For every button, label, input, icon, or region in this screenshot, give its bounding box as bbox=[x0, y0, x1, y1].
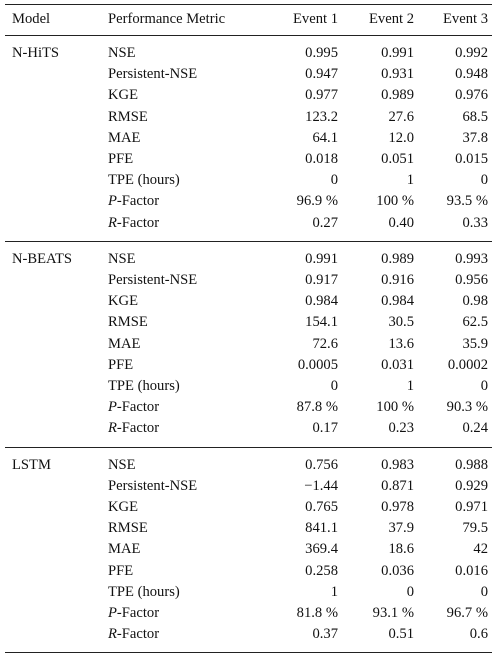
metric-name-cell: PFE bbox=[108, 151, 134, 168]
event-1-value: 0.947 bbox=[305, 66, 338, 83]
model-name-cell bbox=[5, 418, 108, 447]
event-1-value: 0.018 bbox=[305, 151, 338, 168]
metric-name-cell: TPE (hours) bbox=[108, 378, 180, 395]
table-row bbox=[5, 476, 492, 497]
metric-name-cell bbox=[108, 624, 252, 653]
model-name-cell bbox=[5, 355, 108, 376]
table-row bbox=[5, 312, 492, 333]
event-2-value: 0.989 bbox=[381, 250, 414, 267]
metric-name-cell: MAE bbox=[108, 335, 141, 352]
event-1-value: 841.1 bbox=[305, 520, 338, 537]
metric-name-cell: NSE bbox=[108, 250, 136, 267]
table-row bbox=[5, 603, 492, 624]
event-3-value: 0 bbox=[480, 583, 488, 600]
model-name-cell bbox=[5, 376, 108, 397]
event-3-value: 35.9 bbox=[462, 335, 488, 352]
event-2-value: 0.23 bbox=[388, 420, 414, 437]
model-group-n-beats bbox=[5, 241, 492, 447]
event-2-value: 0.983 bbox=[381, 456, 414, 473]
event-3-value: 62.5 bbox=[462, 314, 488, 331]
event-1-value: 1 bbox=[330, 583, 338, 600]
header-model: Model bbox=[12, 11, 51, 28]
event-1-value: 154.1 bbox=[305, 314, 338, 331]
event-1-value: 96.9 % bbox=[296, 193, 338, 210]
event-2-value: 18.6 bbox=[388, 541, 414, 558]
event-2-value: 0.989 bbox=[381, 87, 414, 104]
event-1-value: 0.917 bbox=[305, 272, 338, 289]
event-1-value: 0.17 bbox=[312, 420, 338, 437]
table-row bbox=[5, 539, 492, 560]
event-3-value: 0.98 bbox=[462, 293, 488, 310]
metric-label: -Factor bbox=[116, 626, 160, 643]
event-3-value: 0.015 bbox=[455, 151, 488, 168]
event-3-value: 0.976 bbox=[455, 87, 488, 104]
event-1-value: 0.27 bbox=[312, 214, 338, 231]
event-2-value: 0.051 bbox=[381, 151, 414, 168]
model-name-cell bbox=[5, 518, 108, 539]
event-3-value: 0.6 bbox=[469, 626, 488, 643]
event-2-value: 0.916 bbox=[381, 272, 414, 289]
event-2-value: 0.40 bbox=[388, 214, 414, 231]
event-2-value: 0.991 bbox=[381, 45, 414, 61]
metric-name-cell: KGE bbox=[108, 499, 138, 516]
event-1-value: 0.984 bbox=[305, 293, 338, 310]
event-1-value: 64.1 bbox=[312, 129, 338, 146]
metric-symbol: R bbox=[108, 626, 117, 643]
table-row bbox=[5, 191, 492, 212]
table-row bbox=[5, 291, 492, 312]
table-header bbox=[5, 5, 492, 36]
model-name-cell bbox=[5, 624, 108, 653]
model-name-cell bbox=[5, 539, 108, 560]
event-3-value: 0.993 bbox=[455, 250, 488, 267]
event-1-value: 0.756 bbox=[305, 456, 338, 473]
event-2-value: 30.5 bbox=[388, 314, 414, 331]
event-2-value: 100 % bbox=[376, 399, 414, 416]
model-group-lstm bbox=[5, 447, 492, 653]
header-event-3: Event 3 bbox=[443, 11, 488, 28]
metric-name-cell: Persistent-NSE bbox=[108, 477, 198, 494]
event-2-value: 0 bbox=[406, 583, 414, 600]
event-1-value: −1.44 bbox=[304, 477, 338, 494]
table-row bbox=[5, 36, 492, 65]
event-2-value: 0.036 bbox=[381, 562, 414, 579]
table-row bbox=[5, 170, 492, 191]
metric-label: -Factor bbox=[116, 193, 160, 210]
metric-name-cell: RMSE bbox=[108, 314, 148, 331]
event-2-value: 0.978 bbox=[381, 499, 414, 516]
metric-name-cell: KGE bbox=[108, 293, 138, 310]
table-row bbox=[5, 213, 492, 242]
header-metric: Performance Metric bbox=[108, 11, 226, 28]
event-1-value: 72.6 bbox=[312, 335, 338, 352]
event-2-value: 12.0 bbox=[388, 129, 414, 146]
model-name-cell bbox=[5, 107, 108, 128]
event-1-value: 0.37 bbox=[312, 626, 338, 643]
event-1-value: 87.8 % bbox=[296, 399, 338, 416]
metric-symbol: R bbox=[108, 214, 117, 231]
table-row bbox=[5, 241, 492, 270]
model-name-cell bbox=[5, 582, 108, 603]
model-name-cell bbox=[5, 291, 108, 312]
event-2-value: 27.6 bbox=[388, 108, 414, 125]
model-name-cell: N-HiTS bbox=[12, 45, 60, 61]
model-name-cell bbox=[5, 85, 108, 106]
performance-metrics-table bbox=[5, 4, 492, 653]
table-row bbox=[5, 397, 492, 418]
table-row bbox=[5, 270, 492, 291]
metric-name-cell bbox=[108, 397, 252, 418]
event-3-value: 68.5 bbox=[462, 108, 488, 125]
event-2-value: 0.871 bbox=[381, 477, 414, 494]
event-3-value: 0 bbox=[480, 378, 488, 395]
event-2-value: 0.984 bbox=[381, 293, 414, 310]
event-2-value: 1 bbox=[406, 172, 414, 189]
metric-name-cell: PFE bbox=[108, 562, 134, 579]
event-1-value: 123.2 bbox=[305, 108, 338, 125]
event-1-value: 0.991 bbox=[305, 250, 338, 267]
event-1-value: 0 bbox=[330, 172, 338, 189]
model-name-cell bbox=[5, 497, 108, 518]
model-name-cell bbox=[5, 603, 108, 624]
event-3-value: 90.3 % bbox=[446, 399, 488, 416]
metric-name-cell: NSE bbox=[108, 456, 136, 473]
event-3-value: 93.5 % bbox=[446, 193, 488, 210]
event-2-value: 0.51 bbox=[388, 626, 414, 643]
model-name-cell: LSTM bbox=[12, 456, 51, 473]
metric-name-cell: Persistent-NSE bbox=[108, 272, 198, 289]
table-row bbox=[5, 376, 492, 397]
metric-label: -Factor bbox=[116, 605, 160, 622]
metric-symbol: P bbox=[108, 605, 117, 622]
event-3-value: 0.988 bbox=[455, 456, 488, 473]
header-row bbox=[5, 5, 492, 36]
event-3-value: 79.5 bbox=[462, 520, 488, 537]
event-3-value: 0.956 bbox=[455, 272, 488, 289]
metric-name-cell: MAE bbox=[108, 541, 141, 558]
table-row bbox=[5, 85, 492, 106]
metric-name-cell: TPE (hours) bbox=[108, 172, 180, 189]
model-name-cell bbox=[5, 149, 108, 170]
metric-name-cell bbox=[108, 213, 252, 242]
model-name-cell bbox=[5, 334, 108, 355]
event-3-value: 0.24 bbox=[462, 420, 488, 437]
event-1-value: 0.977 bbox=[305, 87, 338, 104]
event-3-value: 37.8 bbox=[462, 129, 488, 146]
model-name-cell bbox=[5, 170, 108, 191]
metric-name-cell: PFE bbox=[108, 356, 134, 373]
table-row bbox=[5, 497, 492, 518]
event-3-value: 0.971 bbox=[455, 499, 488, 516]
table-row bbox=[5, 518, 492, 539]
metric-name-cell bbox=[108, 191, 252, 212]
event-1-value: 0.0005 bbox=[297, 356, 338, 373]
header-event-2: Event 2 bbox=[369, 11, 414, 28]
model-name-cell bbox=[5, 270, 108, 291]
event-2-value: 0.931 bbox=[381, 66, 414, 83]
model-group-n-hits bbox=[5, 36, 492, 242]
table-row bbox=[5, 447, 492, 476]
event-1-value: 0.765 bbox=[305, 499, 338, 516]
model-name-cell bbox=[5, 191, 108, 212]
event-3-value: 96.7 % bbox=[446, 605, 488, 622]
metric-name-cell: MAE bbox=[108, 129, 141, 146]
metric-symbol: R bbox=[108, 420, 117, 437]
event-3-value: 0.929 bbox=[455, 477, 488, 494]
metric-symbol: P bbox=[108, 399, 117, 416]
event-3-value: 42 bbox=[473, 541, 488, 558]
table-row bbox=[5, 355, 492, 376]
event-2-value: 0.031 bbox=[381, 356, 414, 373]
table-row bbox=[5, 128, 492, 149]
event-1-value: 0 bbox=[330, 378, 338, 395]
metric-label: -Factor bbox=[116, 399, 160, 416]
event-3-value: 0.016 bbox=[455, 562, 488, 579]
table-row bbox=[5, 624, 492, 653]
event-3-value: 0 bbox=[480, 172, 488, 189]
model-name-cell bbox=[5, 561, 108, 582]
model-name-cell bbox=[5, 476, 108, 497]
model-name-cell bbox=[5, 397, 108, 418]
event-2-value: 13.6 bbox=[388, 335, 414, 352]
metric-label: -Factor bbox=[116, 420, 160, 437]
event-2-value: 100 % bbox=[376, 193, 414, 210]
metric-name-cell bbox=[108, 418, 252, 447]
event-2-value: 93.1 % bbox=[372, 605, 414, 622]
event-3-value: 0.0002 bbox=[447, 356, 488, 373]
table-row bbox=[5, 334, 492, 355]
metric-name-cell: TPE (hours) bbox=[108, 583, 180, 600]
table-row bbox=[5, 64, 492, 85]
event-1-value: 0.995 bbox=[305, 45, 338, 61]
metric-name-cell: Persistent-NSE bbox=[108, 66, 198, 83]
table-row bbox=[5, 582, 492, 603]
table-row bbox=[5, 107, 492, 128]
event-3-value: 0.33 bbox=[462, 214, 488, 231]
event-2-value: 1 bbox=[406, 378, 414, 395]
table-row bbox=[5, 149, 492, 170]
metric-name-cell: KGE bbox=[108, 87, 138, 104]
model-name-cell bbox=[5, 312, 108, 333]
metric-label: -Factor bbox=[116, 214, 160, 231]
event-2-value: 37.9 bbox=[388, 520, 414, 537]
event-3-value: 0.948 bbox=[455, 66, 488, 83]
model-name-cell bbox=[5, 64, 108, 85]
event-3-value: 0.992 bbox=[455, 45, 488, 61]
metric-symbol: P bbox=[108, 193, 117, 210]
metric-name-cell bbox=[108, 603, 252, 624]
event-1-value: 369.4 bbox=[305, 541, 338, 558]
metric-name-cell: NSE bbox=[108, 45, 136, 61]
model-name-cell bbox=[5, 128, 108, 149]
table-row bbox=[5, 418, 492, 447]
results-table-container bbox=[5, 4, 492, 653]
metric-name-cell: RMSE bbox=[108, 108, 148, 125]
model-name-cell: N-BEATS bbox=[12, 250, 72, 267]
event-1-value: 81.8 % bbox=[296, 605, 338, 622]
event-1-value: 0.258 bbox=[305, 562, 338, 579]
model-name-cell bbox=[5, 213, 108, 242]
metric-name-cell: RMSE bbox=[108, 520, 148, 537]
table-row bbox=[5, 561, 492, 582]
header-event-1: Event 1 bbox=[293, 11, 338, 28]
